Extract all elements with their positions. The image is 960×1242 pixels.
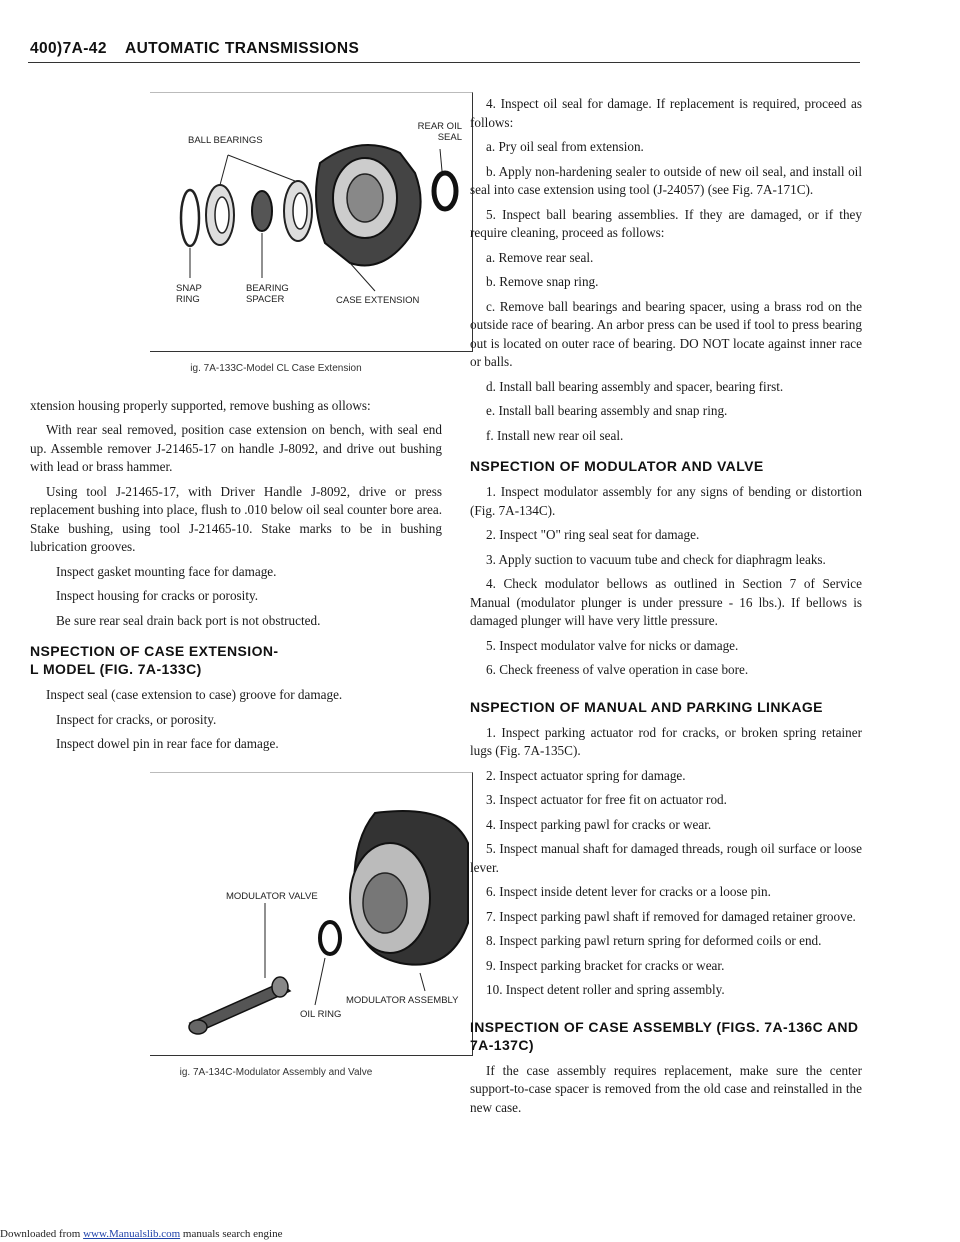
- paragraph: Inspect seal (case extension to case) groove for damage.: [46, 687, 343, 702]
- paragraph: Inspect dowel pin in rear face for damage.: [56, 736, 279, 751]
- label-case-extension: CASE EXTENSION: [336, 295, 420, 306]
- figure-caption: ig. 7A-133C-Model CL Case Extension: [190, 363, 362, 374]
- label-snap-ring: SNAP RING: [176, 283, 202, 305]
- paragraph: Inspect housing for cracks or porosity.: [56, 588, 259, 603]
- paragraph: 7. Inspect parking pawl shaft if removed for damaged retainer groove.: [486, 908, 856, 924]
- paragraph: Using tool J-21465-17, with Driver Handle J-8092, drive or press replacement bushing into place, flush to .010 below oil seal counter bore area. Stake bushing, using tool J-21465-10. Stake marks to be in bushing lubrication grooves.: [30, 483, 442, 554]
- paragraph: Inspect gasket mounting face for damage.: [56, 563, 277, 579]
- footer-prefix: Downloaded from: [0, 1228, 84, 1240]
- label-oil-ring: OIL RING: [300, 1008, 342, 1020]
- paragraph: 3. Apply suction to vacuum tube and check for diaphragm leaks.: [486, 551, 826, 567]
- left-column: [30, 92, 462, 1082]
- paragraph: 4. Inspect parking pawl for cracks or wear.: [486, 816, 712, 832]
- download-footer: [0, 1228, 282, 1240]
- section-heading: NSPECTION OF MANUAL AND PARKING LINKAGE: [470, 698, 823, 715]
- paragraph: If the case assembly requires replacement, make sure the center support-to-case spacer is removed from the old case and reinstalled in the new case.: [470, 1062, 862, 1115]
- paragraph: 5. Inspect modulator valve for nicks or damage.: [486, 637, 739, 653]
- heading-line: NSPECTION OF CASE EXTENSION-: [30, 643, 279, 659]
- paragraph: 4. Check modulator bellows as outlined in Section 7 of Service Manual (modulator plunger is under pressure - 16 lbs.). If bellows is damaged plunger will have very little pressure.: [470, 576, 862, 628]
- section-heading: [30, 642, 442, 678]
- section-heading: NSPECTION OF MODULATOR AND VALVE: [470, 458, 764, 474]
- label-modulator-assembly: MODULATOR ASSEMBLY: [346, 994, 459, 1006]
- paragraph: Be sure rear seal drain back port is not obstructed.: [56, 612, 321, 628]
- figure-case-extension: [150, 92, 473, 352]
- paragraph: 2. Inspect "O" ring seal seat for damage.: [486, 527, 700, 542]
- footer-suffix: manuals search engine: [180, 1228, 283, 1240]
- manualslib-link[interactable]: www.Manualslib.com: [83, 1228, 181, 1240]
- paragraph: 1. Inspect parking actuator rod for cracks, or broken spring retainer lugs (Fig. 7A-135C).: [470, 724, 862, 758]
- paragraph: d. Install ball bearing assembly and spacer, bearing first.: [486, 378, 784, 394]
- page-number: 400)7A-42: [30, 40, 107, 57]
- paragraph: Inspect for cracks, or porosity.: [56, 711, 217, 727]
- figure-modulator: [150, 772, 473, 1056]
- figure-caption: ig. 7A-134C-Modulator Assembly and Valve: [179, 1066, 373, 1078]
- paragraph: c. Remove ball bearings and bearing spacer, using a brass rod on the outside race of bearing. An arbor press can be used if tool to press bearing out is located on outer race of bearing. DO NOT locate against inner race or balls.: [470, 298, 862, 369]
- page-header: [30, 40, 359, 58]
- paragraph: 8. Inspect parking pawl return spring for deformed coils or end.: [486, 933, 822, 948]
- right-column: [470, 95, 862, 1123]
- header-rule: [28, 62, 860, 63]
- paragraph: 6. Check freeness of valve operation in case bore.: [486, 662, 749, 677]
- paragraph: b. Apply non-hardening sealer to outside of new oil seal, and install oil seal into case extension using tool (J-24057) (see Fig. 7A-171C).: [470, 163, 862, 197]
- paragraph: 2. Inspect actuator spring for damage.: [486, 767, 686, 783]
- paragraph: 5. Inspect ball bearing assemblies. If they are damaged, or if they require cleaning, proceed as follows:: [470, 206, 862, 240]
- paragraph: 5. Inspect manual shaft for damaged threads, rough oil surface or loose lever.: [470, 841, 862, 875]
- section-heading: INSPECTION OF CASE ASSEMBLY (FIGS. 7A-136C AND 7A-137C): [470, 1018, 859, 1053]
- paragraph: 4. Inspect oil seal for damage. If replacement is required, proceed as follows:: [470, 96, 862, 130]
- paragraph: 1. Inspect modulator assembly for any signs of bending or distortion (Fig. 7A-134C).: [470, 484, 862, 518]
- paragraph: With rear seal removed, position case extension on bench, with seal end up. Assemble remover J-21465-17 on handle J-8092, and drive out bushing with lead or brass hammer.: [30, 422, 442, 474]
- paragraph: 6. Inspect inside detent lever for cracks or a loose pin.: [486, 884, 771, 899]
- label-ball-bearings: BALL BEARINGS: [188, 135, 263, 146]
- paragraph: 10. Inspect detent roller and spring assembly.: [486, 982, 725, 997]
- heading-line: L MODEL (FIG. 7A-133C): [30, 661, 202, 677]
- paragraph: a. Pry oil seal from extension.: [486, 139, 644, 154]
- paragraph: f. Install new rear oil seal.: [486, 427, 624, 443]
- paragraph: xtension housing properly supported, remove bushing as ollows:: [30, 397, 371, 413]
- paragraph: 9. Inspect parking bracket for cracks or wear.: [486, 957, 725, 973]
- paragraph: b. Remove snap ring.: [486, 274, 599, 289]
- paragraph: a. Remove rear seal.: [486, 249, 594, 265]
- section-title: AUTOMATIC TRANSMISSIONS: [124, 40, 360, 57]
- label-bearing-spacer: BEARING SPACER: [246, 283, 289, 305]
- label-rear-oil-seal: REAR OIL SEAL: [417, 121, 462, 143]
- paragraph: 3. Inspect actuator for free fit on actuator rod.: [486, 792, 727, 807]
- paragraph: e. Install ball bearing assembly and snap ring.: [486, 403, 728, 418]
- label-modulator-valve: MODULATOR VALVE: [226, 890, 318, 902]
